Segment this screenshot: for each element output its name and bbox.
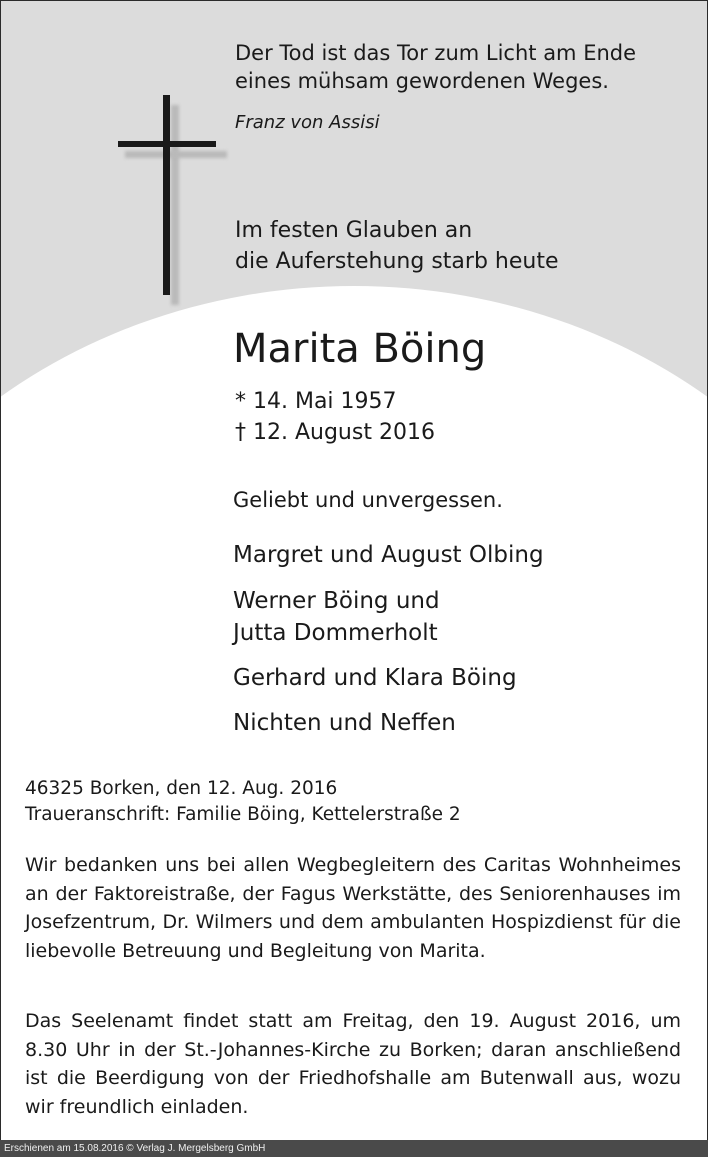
mourner-3: Gerhard und Klara Böing (233, 665, 517, 691)
quote-line-1: Der Tod ist das Tor zum Licht am Ende (235, 41, 637, 65)
place-and-address (25, 776, 461, 828)
quote (235, 39, 636, 95)
mourner-1: Margret und August Olbing (233, 542, 544, 568)
mourner-2-line-b: Jutta Dommerholt (233, 620, 438, 646)
life-dates (235, 386, 435, 448)
thanks-paragraph: Wir bedanken uns bei allen Wegbegleitern des Caritas Wohnheimes an der Faktoreistraße, der Fagus Werkstätte, des Seniorenhauses im Josefzentrum, Dr. Wilmers und dem ambulanten Hospizdienst für die liebevolle Betreuung und Begleitung von Marita. (25, 854, 681, 962)
place-date: 46325 Borken, den 12. Aug. 2016 (25, 778, 338, 799)
intro-line-2: die Auferstehung starb heute (235, 249, 559, 274)
mourner-2-line-a: Werner Böing und (233, 588, 440, 614)
mourner-4: Nichten und Neffen (233, 710, 456, 736)
beloved-line: Geliebt und unvergessen. (233, 488, 503, 512)
publication-footer (0, 1140, 708, 1157)
service-paragraph: Das Seelenamt findet statt am Freitag, den 19. August 2016, um 8.30 Uhr in der St.-Johannes-Kirche zu Borken; daran anschließend ist die Beerdigung von der Friedhofshalle am Butenwall aus, wozu wir freundlich einladen. (25, 1010, 681, 1118)
footer-text: Erschienen am 15.08.2016 © Verlag J. Mergelsberg GmbH (4, 1143, 266, 1154)
quote-line-2: eines mühsam gewordenen Weges. (235, 69, 609, 93)
deceased-name: Marita Böing (233, 326, 487, 372)
death-date: † 12. August 2016 (235, 420, 435, 445)
birth-date: * 14. Mai 1957 (235, 389, 397, 414)
intro-line-1: Im festen Glauben an (235, 218, 473, 243)
intro-text (235, 215, 559, 277)
mourner-2 (233, 585, 440, 649)
mourning-address: Traueranschrift: Familie Böing, Kettelerstraße 2 (25, 804, 461, 825)
quote-author: Franz von Assisi (235, 112, 380, 133)
